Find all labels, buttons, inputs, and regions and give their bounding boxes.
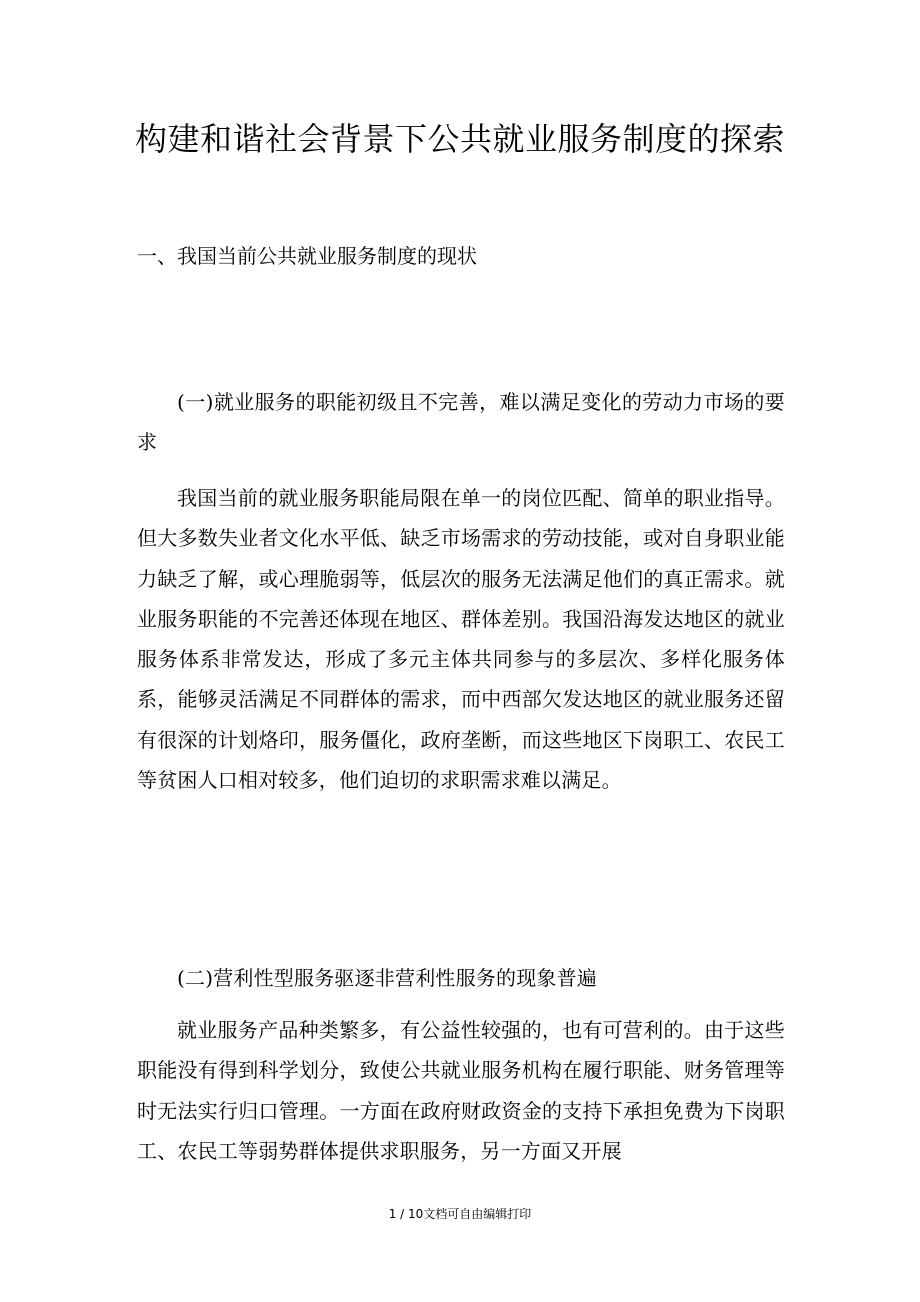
page-footer: 1 / 10文档可自由编辑打印 (388, 1207, 532, 1221)
document-title: 构建和谐社会背景下公共就业服务制度的探索 (134, 120, 785, 158)
subsection-heading-2: (二)营利性型服务驱逐非营利性服务的现象普遍 (177, 966, 598, 990)
subsection-heading-1: (一)就业服务的职能初级且不完善，难以满足变化的劳动力市场的要求 (137, 390, 785, 455)
body-paragraph-2: 就业服务产品种类繁多，有公益性较强的，也有可营利的。由于这些职能没有得到科学划分，致使公共就业服务机构在履行职能、财务管理等时无法实行归口管理。一方面在政府财政资金的支持下承担免费为下岗职工、农民工等弱势群体提供求职服务，另一方面又开展 (137, 1018, 785, 1163)
body-paragraph-1: 我国当前的就业服务职能局限在单一的岗位匹配、简单的职业指导。但大多数失业者文化水平低、缺乏市场需求的劳动技能，或对自身职业能力缺乏了解，或心理脆弱等，低层次的服务无法满足他们的真正需求。就业服务职能的不完善还体现在地区、群体差别。我国沿海发达地区的就业服务体系非常发达，形成了多元主体共同参与的多层次、多样化服务体系，能够灵活满足不同群体的需求，而中西部欠发达地区的就业服务还留有很深的计划烙印，服务僵化，政府垄断，而这些地区下岗职工、农民工等贫困人口相对较多，他们迫切的求职需求难以满足。 (137, 486, 785, 793)
section-heading: 一、我国当前公共就业服务制度的现状 (137, 244, 477, 268)
